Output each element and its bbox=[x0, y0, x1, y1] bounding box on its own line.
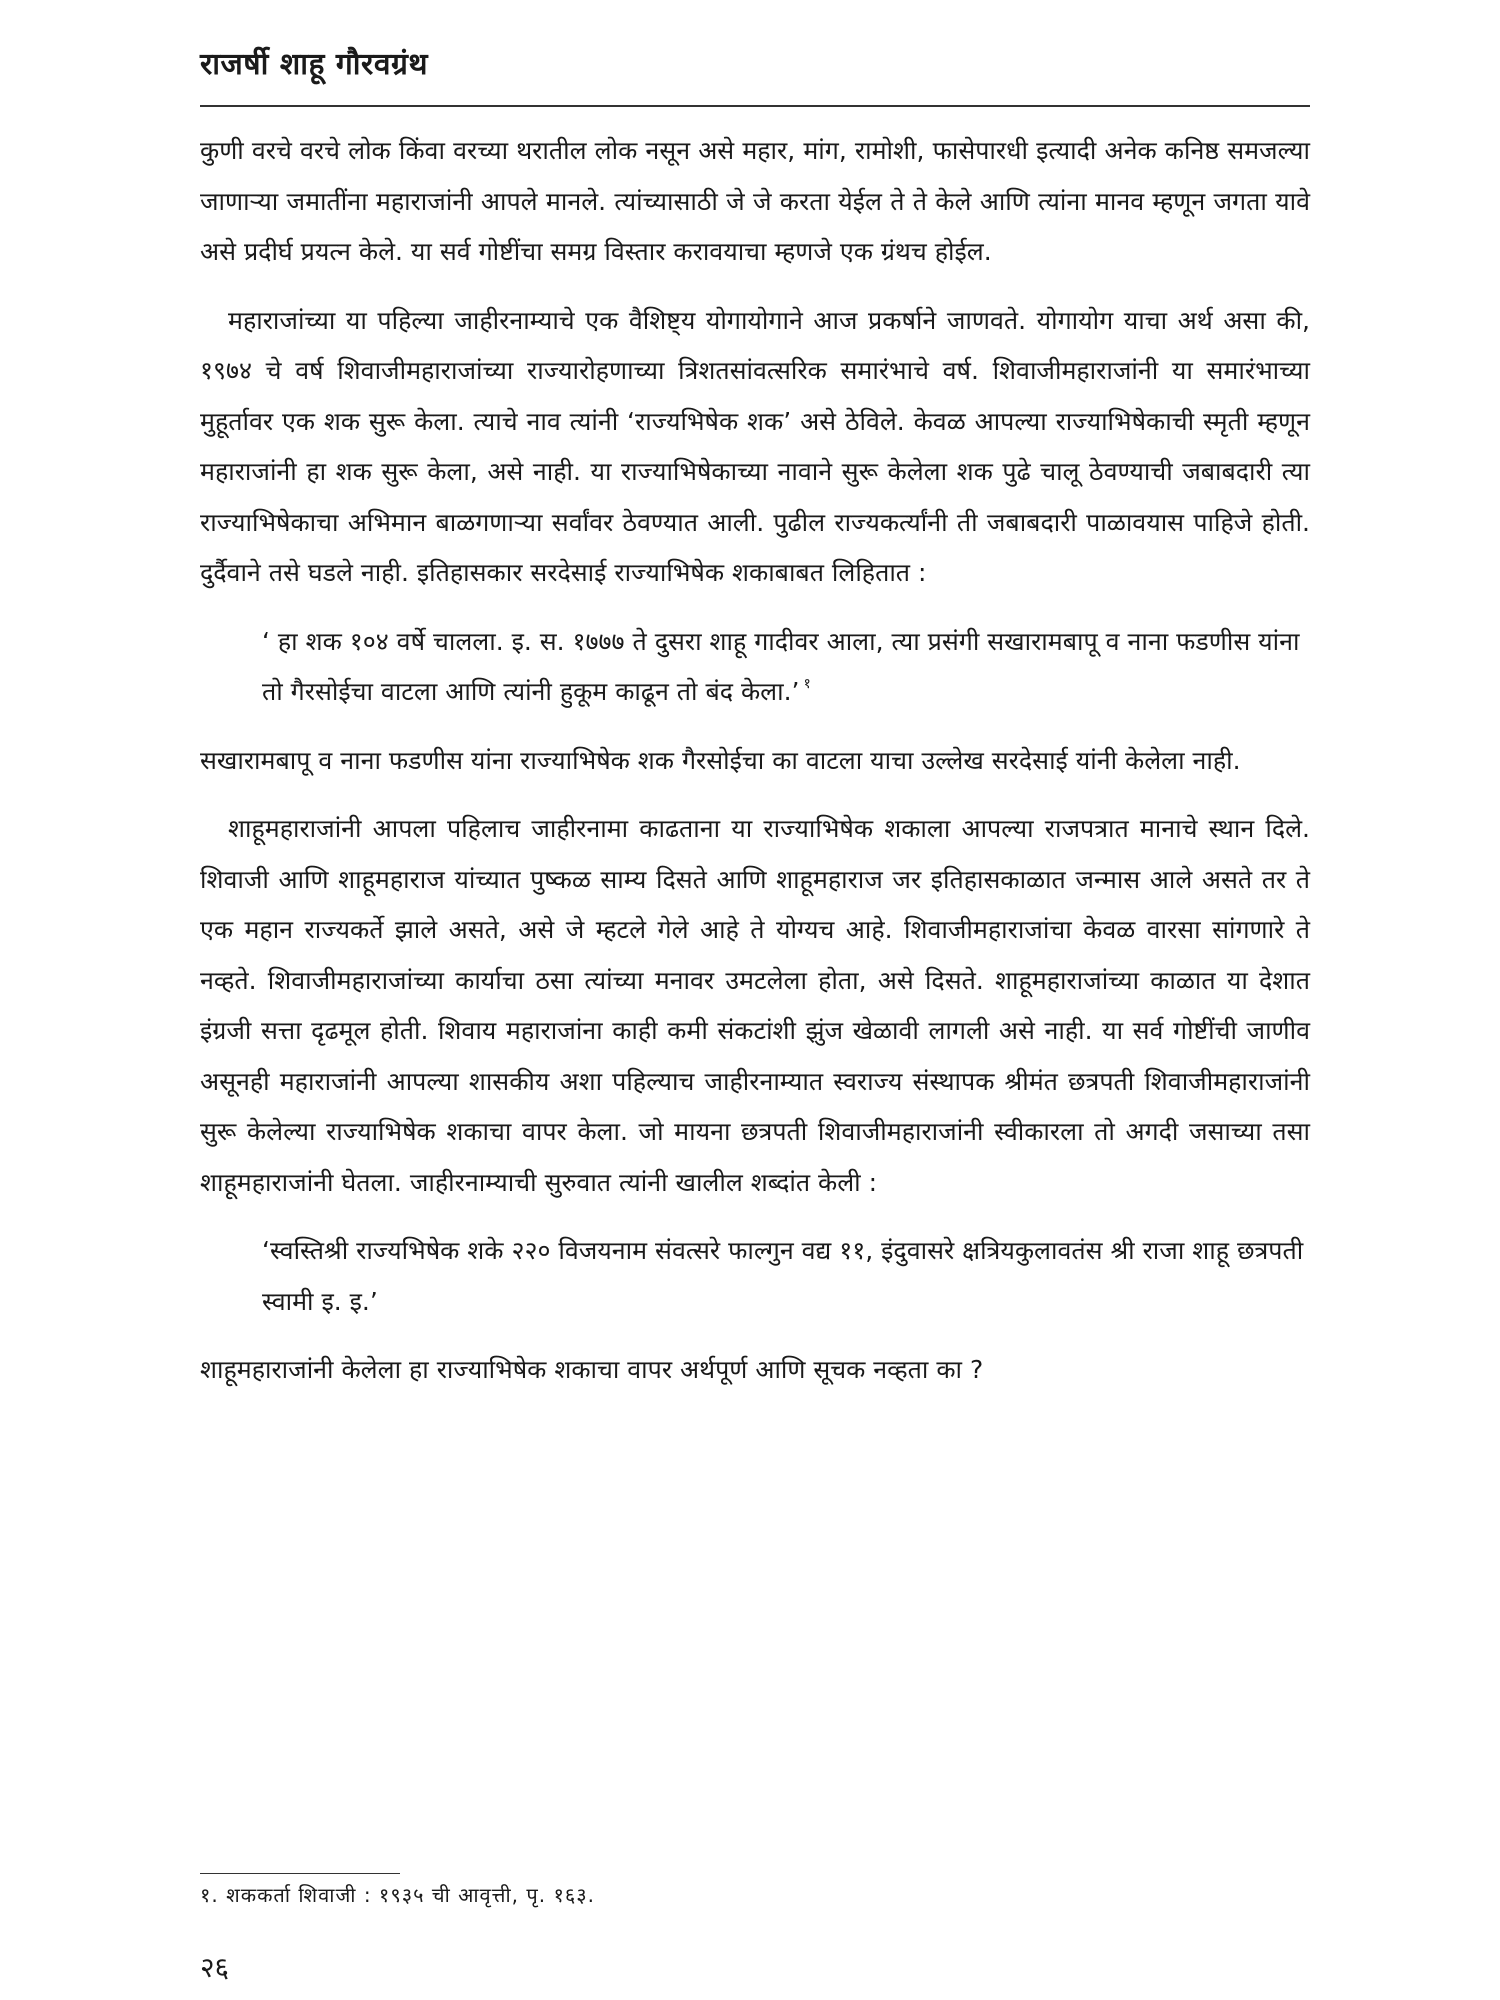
page-number: २६ bbox=[200, 1951, 230, 1984]
body-text bbox=[200, 126, 1310, 1396]
paragraph-4: शाहूमहाराजांनी आपला पहिलाच जाहीरनामा काढताना या राज्याभिषेक शकाला आपल्या राजपत्रात मानाचे स्थान दिले. शिवाजी आणि शाहूमहाराज यांच्यात पुष्कळ साम्य दिसते आणि शाहूमहाराज जर इतिहासकाळात जन्मास आले असते तर ते एक महान राज्यकर्ते झाले असते, असे जे म्हटले गेले आहे ते योग्यच आहे. शिवाजीमहाराजांचा केवळ वारसा सांगणारे ते नव्हते. शिवाजीमहाराजांच्या कार्याचा ठसा त्यांच्या मनावर उमटलेला होता, असे दिसते. शाहूमहाराजांच्या काळात या देशात इंग्रजी सत्ता दृढमूल होती. शिवाय महाराजांना काही कमी संकटांशी झुंज खेळावी लागली असे नाही. या सर्व गोष्टींची जाणीव असूनही महाराजांनी आपल्या शासकीय अशा पहिल्याच जाहीरनाम्यात स्वराज्य संस्थापक श्रीमंत छत्रपती शिवाजीमहाराजांनी सुरू केलेल्या राज्याभिषेक शकाचा वापर केला. जो मायना छत्रपती शिवाजीमहाराजांनी स्वीकारला तो अगदी जसाच्या तसा शाहूमहाराजांनी घेतला. जाहीरनाम्याची सुरुवात त्यांनी खालील शब्दांत केली : bbox=[200, 814, 1310, 1197]
block-quote-sardesai bbox=[200, 617, 1310, 718]
paragraph-5: शाहूमहाराजांनी केलेला हा राज्याभिषेक शकाचा वापर अर्थपूर्ण आणि सूचक नव्हता का ? bbox=[200, 1355, 984, 1384]
paragraph-2: महाराजांच्या या पहिल्या जाहीरनाम्याचे एक वैशिष्ट्य योगायोगाने आज प्रकर्षाने जाणवते. योगायोग याचा अर्थ असा की, १९७४ चे वर्ष शिवाजीमहाराजांच्या राज्यारोहणाच्या त्रिशतसांवत्सरिक समारंभाचे वर्ष. शिवाजीमहाराजांनी या समारंभाच्या मुहूर्तावर एक शक सुरू केला. त्याचे नाव त्यांनी ‘राज्यभिषेक शक’ असे ठेविले. केवळ आपल्या राज्याभिषेकाची स्मृती म्हणून महाराजांनी हा शक सुरू केला, असे नाही. या राज्याभिषेकाच्या नावाने सुरू केलेला शक पुढे चालू ठेवण्याची जबाबदारी त्या राज्याभिषेकाचा अभिमान बाळगणाऱ्या सर्वांवर ठेवण्यात आली. पुढील राज्यकर्त्यांनी ती जबाबदारी पाळावयास पाहिजे होती. दुर्दैवाने तसे घडले नाही. इतिहासकार सरदेसाई राज्याभिषेक शकाबाबत लिहितात : bbox=[200, 305, 1310, 587]
quote-text: ‘ हा शक १०४ वर्षे चालला. इ. स. १७७७ ते दुसरा शाहू गादीवर आला, त्या प्रसंगी सखारामबापू व नाना फडणीस यांना तो गैरसोईचा वाटला आणि त्यांनी हुकूम काढून तो बंद केला.’ bbox=[262, 626, 1300, 706]
paragraph-3: सखारामबापू व नाना फडणीस यांना राज्याभिषेक शक गैरसोईचा का वाटला याचा उल्लेख सरदेसाई यांनी केलेला नाही. bbox=[200, 745, 1241, 775]
block-quote-proclamation: ‘स्वस्तिश्री राज्यभिषेक शके २२० विजयनाम संवत्सरे फाल्गुन वद्य ११, इंदुवासरे क्षत्रियकुलावतंस श्री राजा शाहू छत्रपती स्वामी इ. इ.’ bbox=[262, 1236, 1304, 1316]
footnote-marker: १ bbox=[803, 676, 811, 692]
paragraph-1: कुणी वरचे वरचे लोक किंवा वरच्या थरातील लोक नसून असे महार, मांग, रामोशी, फासेपारधी इत्यादी अनेक कनिष्ठ समजल्या जाणाऱ्या जमातींना महाराजांनी आपले मानले. त्यांच्यासाठी जे जे करता येईल ते ते केले आणि त्यांना मानव म्हणून जगता यावे असे प्रदीर्घ प्रयत्न केले. या सर्व गोष्टींचा समग्र विस्तार करावयाचा म्हणजे एक ग्रंथच होईल. bbox=[200, 136, 1310, 266]
running-head-title: राजर्षी शाहू गौरवग्रंथ bbox=[200, 47, 429, 82]
footnote-divider bbox=[200, 1873, 400, 1874]
footnote: १. शककर्ता शिवाजी : १९३५ ची आवृत्ती, पृ. १६३. bbox=[200, 1883, 596, 1907]
header-divider bbox=[200, 105, 1310, 107]
